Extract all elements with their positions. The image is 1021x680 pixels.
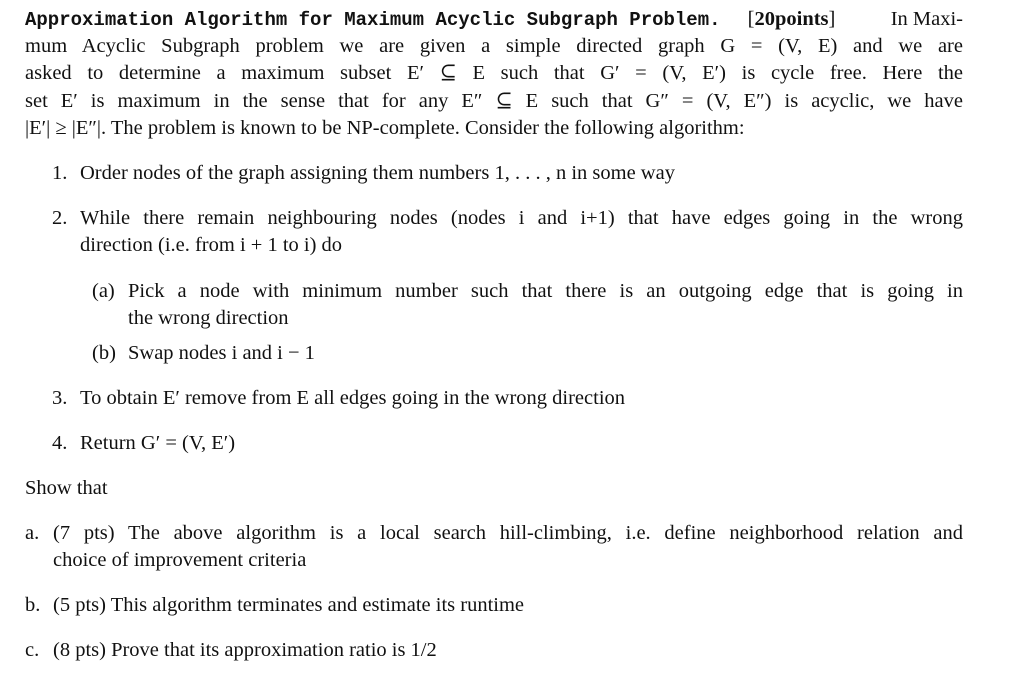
substep-a-text-line-1: Pick a node with minimum number such that there is an outgoing edge that is going in xyxy=(128,280,963,302)
problem-title: Approximation Algorithm for Maximum Acyclic Subgraph Problem. xyxy=(25,9,721,31)
problem-title-line xyxy=(25,6,963,34)
step-1-label: 1. xyxy=(52,162,68,184)
part-b-label: b. xyxy=(25,594,41,616)
points-badge: [20points] xyxy=(747,8,836,30)
part-b-text: (5 pts) This algorithm terminates and estimate its runtime xyxy=(53,594,525,616)
part-a-label: a. xyxy=(25,522,40,544)
step-4-text: Return G′ = (V, E′) xyxy=(80,432,236,454)
show-that-heading: Show that xyxy=(25,477,108,499)
step-2-text-line-2: direction (i.e. from i + 1 to i) do xyxy=(80,234,343,256)
part-c-text: (8 pts) Prove that its approximation ratio is 1/2 xyxy=(53,639,437,661)
step-3-text: To obtain E′ remove from E all edges going in the wrong direction xyxy=(80,387,626,409)
part-a-text-line-1: (7 pts) The above algorithm is a local search hill-climbing, i.e. define neighborhood relation and xyxy=(53,522,963,544)
substep-b-text: Swap nodes i and i − 1 xyxy=(128,342,315,364)
step-4-label: 4. xyxy=(52,432,68,454)
intro-line-2: asked to determine a maximum subset E′ ⊆ E such that G′ = (V, E′) is cycle free. Here the xyxy=(25,62,963,84)
substep-a-label: (a) xyxy=(92,280,115,302)
step-2-label: 2. xyxy=(52,207,68,229)
step-2-text-line-1: While there remain neighbouring nodes (nodes i and i+1) that have edges going in the wrong xyxy=(80,207,963,229)
step-3-label: 3. xyxy=(52,387,68,409)
part-a-text-line-2: choice of improvement criteria xyxy=(53,549,307,571)
substep-a-text-line-2: the wrong direction xyxy=(128,307,289,329)
intro-line-3: set E′ is maximum in the sense that for any E″ ⊆ E such that G″ = (V, E″) is acyclic, we have xyxy=(25,90,963,112)
step-1-text: Order nodes of the graph assigning them numbers 1, . . . , n in some way xyxy=(80,162,675,184)
intro-line-1: mum Acyclic Subgraph problem we are given a simple directed graph G = (V, E) and we are xyxy=(25,35,963,57)
intro-line-0: In Maxi- xyxy=(890,8,963,30)
part-c-label: c. xyxy=(25,639,40,661)
intro-line-4: |E′| ≥ |E″|. The problem is known to be NP-complete. Consider the following algorithm: xyxy=(25,117,745,139)
substep-b-label: (b) xyxy=(92,342,116,364)
